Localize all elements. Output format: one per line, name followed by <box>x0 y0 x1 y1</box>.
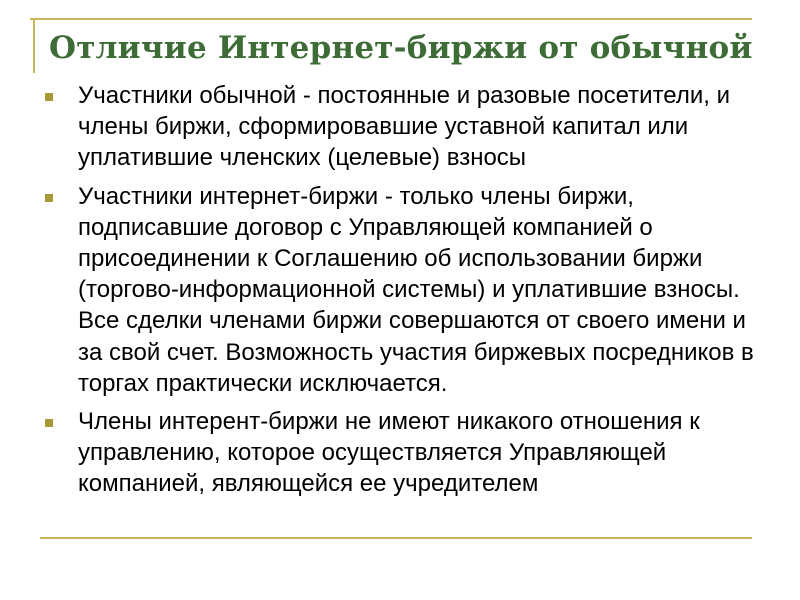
bullet-item <box>45 406 765 500</box>
bullet-text: Участники интернет-биржи - только члены биржи, подписавшие договор с Управляющей компанией о присоединении к Соглашению об использовании биржи (торгово-информационной системы) и уплатившие взносы. Все сделки членами биржи совершаются от своего имени и за свой счет. Возможность участия биржевых посредников в торгах практически исключается. <box>78 182 754 397</box>
top-rule <box>30 18 752 20</box>
square-bullet-icon <box>45 194 53 202</box>
left-rule <box>33 18 35 73</box>
bullet-text: Члены интерент-биржи не имеют никакого отношения к управлению, которое осуществляется Управляющей компанией, являющейся ее учредителем <box>78 408 700 498</box>
square-bullet-icon <box>45 419 53 427</box>
bullet-text: Участники обычной - постоянные и разовые посетители, и члены биржи, сформировавшие уставной капитал или уплатившие членских (целевые) взносы <box>78 82 731 172</box>
bullet-item <box>45 80 765 174</box>
bullet-item <box>45 181 765 399</box>
bottom-rule <box>40 537 752 539</box>
bullet-list <box>45 80 765 507</box>
slide-title: Отличие Интернет-биржи от обычной <box>49 30 753 66</box>
square-bullet-icon <box>45 93 53 101</box>
